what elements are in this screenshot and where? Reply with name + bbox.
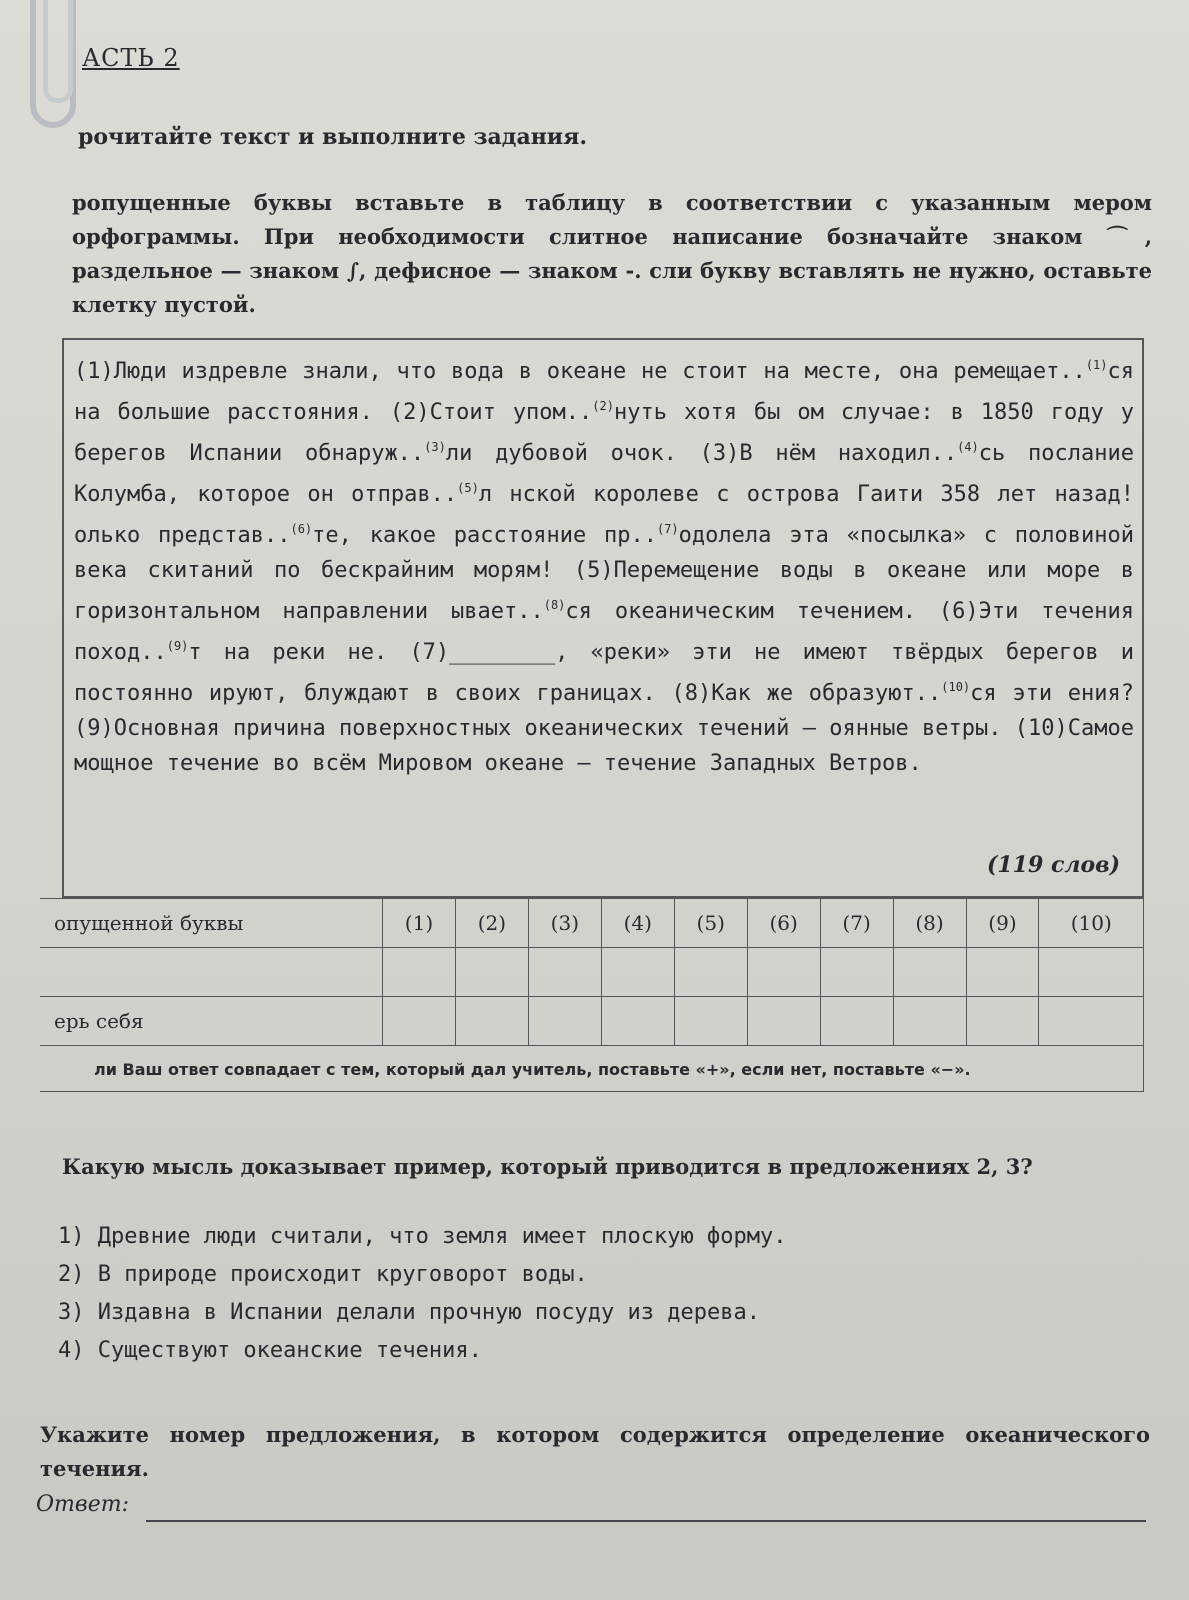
- text-segment: те, какое расстояние пр..: [312, 523, 657, 548]
- option-item[interactable]: 3) Издавна в Испании делали прочную посуду из дерева.: [58, 1300, 760, 1325]
- column-header: (10): [1039, 899, 1144, 948]
- option-item[interactable]: 2) В природе происходит круговорот воды.: [58, 1262, 588, 1287]
- column-header: (2): [455, 899, 528, 948]
- column-header: (8): [893, 899, 966, 948]
- gap-marker: (10): [941, 680, 971, 694]
- column-header: (7): [820, 899, 893, 948]
- table-row: [40, 899, 1144, 948]
- question-1-prompt: Какую мысль доказывает пример, который приводится в предложениях 2, 3?: [62, 1154, 1033, 1179]
- check-cell[interactable]: [893, 997, 966, 1046]
- answer-label: Ответ:: [36, 1492, 129, 1517]
- text-segment: т на реки не. (7)________, «реки» эти не имеют твёрдых берегов и постоянно ируют, блуждают в своих границах. (8)Как же образуют..: [74, 640, 1134, 706]
- table-row: [40, 948, 1144, 997]
- word-count: (119 слов): [986, 852, 1120, 878]
- question-2-prompt: Укажите номер предложения, в котором содержится определение океанического течения.: [40, 1422, 1150, 1481]
- row-label: опущенной буквы: [40, 899, 383, 948]
- check-cell[interactable]: [674, 997, 747, 1046]
- check-cell[interactable]: [820, 997, 893, 1046]
- check-cell[interactable]: [528, 997, 601, 1046]
- text-segment: одолела эта «посылка» с половиной века скитаний по бескрайним морям! (5)Перемещение воды в океане или море в горизонтальном направлении ывает..: [74, 523, 1134, 624]
- table-row: [40, 997, 1144, 1046]
- answer-line[interactable]: [146, 1520, 1146, 1522]
- gap-marker: (7): [656, 522, 679, 536]
- reading-text: [74, 348, 1134, 781]
- text-segment: сь послание Колумба, которое он отправ..: [74, 441, 1134, 507]
- row-label: [40, 948, 383, 997]
- answer-cell[interactable]: [455, 948, 528, 997]
- answer-cell[interactable]: [1039, 948, 1144, 997]
- text-segment: ся океаническим течением. (6)Эти течения поход..: [74, 599, 1134, 665]
- question-1-options: [58, 1218, 786, 1370]
- answer-cell[interactable]: [966, 948, 1039, 997]
- reading-text-box: [62, 338, 1144, 898]
- part-heading: АСТЬ 2: [82, 44, 180, 72]
- column-header: (3): [528, 899, 601, 948]
- gap-marker: (6): [290, 522, 313, 536]
- text-segment: ся на большие расстояния. (2)Стоит упом..: [74, 359, 1134, 425]
- text-segment: ли дубовой очок. (3)В нём находил..: [445, 441, 958, 466]
- text-segment: ся эти ения? (9)Основная причина поверхностных океанических течений — оянные ветры. (10)Самое мощное течение во всём Мировом океане — течение Западных Ветров.: [74, 681, 1134, 776]
- row-label: ерь себя: [40, 997, 383, 1046]
- answer-table: [40, 898, 1144, 1046]
- instructions-title: рочитайте текст и выполните задания.: [78, 124, 588, 150]
- gap-marker: (3): [424, 440, 446, 454]
- answer-cell[interactable]: [601, 948, 674, 997]
- check-cell[interactable]: [455, 997, 528, 1046]
- column-header: (9): [966, 899, 1039, 948]
- check-cell[interactable]: [601, 997, 674, 1046]
- column-header: (5): [674, 899, 747, 948]
- gap-marker: (5): [457, 481, 479, 495]
- answer-cell[interactable]: [674, 948, 747, 997]
- option-item[interactable]: 1) Древние люди считали, что земля имеет плоскую форму.: [58, 1224, 787, 1249]
- gap-marker: (1): [1085, 358, 1108, 372]
- check-cell[interactable]: [966, 997, 1039, 1046]
- text-segment: нуть хотя бы ом случае: в 1850 году у берегов Испании обнаруж..: [74, 400, 1134, 466]
- check-cell[interactable]: [1039, 997, 1144, 1046]
- gap-marker: (9): [166, 639, 189, 653]
- answer-cell[interactable]: [747, 948, 820, 997]
- text-segment: (1)Люди издревле знали, что вода в океане не стоит на месте, она ремещает..: [74, 359, 1086, 384]
- instructions-body: ропущенные буквы вставьте в таблицу в соответствии с указанным мером орфограммы. При необходимости слитное написание бозначайте знаком ⌒, раздельное — знаком ∫, дефисное — знаком -. сли букву вставлять не нужно, оставьте клетку пустой.: [72, 190, 1152, 317]
- column-header: (6): [747, 899, 820, 948]
- answer-cell[interactable]: [383, 948, 456, 997]
- check-cell[interactable]: [747, 997, 820, 1046]
- text-segment: л нской королеве с острова Гаити 358 лет назад! олько представ..: [74, 482, 1134, 548]
- paper-clip-icon: [30, 0, 76, 128]
- check-cell[interactable]: [383, 997, 456, 1046]
- gap-marker: (2): [592, 399, 614, 413]
- column-header: (1): [383, 899, 456, 948]
- table-note: ли Ваш ответ совпадает с тем, который дал учитель, поставьте «+», если нет, поставьте «−».: [40, 1046, 1144, 1092]
- option-item[interactable]: 4) Существуют океанские течения.: [58, 1338, 482, 1363]
- column-header: (4): [601, 899, 674, 948]
- answer-cell[interactable]: [820, 948, 893, 997]
- answer-cell[interactable]: [893, 948, 966, 997]
- answer-cell[interactable]: [528, 948, 601, 997]
- gap-marker: (4): [957, 440, 979, 454]
- gap-marker: (8): [543, 598, 566, 612]
